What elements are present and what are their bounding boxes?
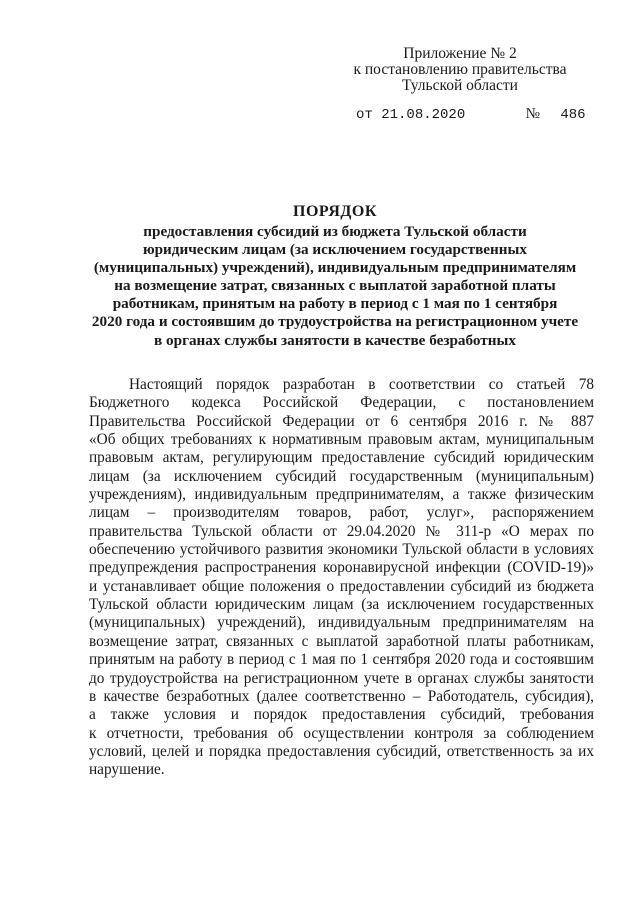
resolution-date-line [356, 106, 586, 123]
paragraph-line: лицам (за исключением субсидий государственным (муниципальным) [89, 467, 594, 485]
paragraph-line: до трудоустройства на регистрационном учете в органах службы занятости [89, 669, 594, 687]
subtitle-line: предоставления субсидий из бюджета Тульской области [143, 223, 527, 240]
subtitle-line: юридическим лицам (за исключением государственных [142, 241, 527, 259]
subtitle-line: работникам, принятым на работу в период с 1 мая по 1 сентября [112, 295, 558, 313]
paragraph-line: предупреждения распространения коронавирусной инфекции (COVID-19)» [89, 559, 594, 577]
appendix-header [330, 46, 590, 94]
document-title-block [70, 203, 600, 350]
paragraph-line: нарушение. [89, 761, 165, 779]
paragraph-line: условий, целей и порядка предоставления субсидий, ответственность за их [89, 742, 594, 760]
paragraph-line: Правительства Российской Федерации от 6 сентября 2016 г. № 887 [89, 412, 594, 430]
document-subtitle [70, 223, 600, 350]
paragraph-line: обеспечению устойчивого развития экономики Тульской области в условиях [89, 541, 594, 559]
paragraph-line: «Об общих требованиях к нормативным правовым актам, муниципальным [89, 431, 594, 449]
paragraph-line: а также условия и порядок предоставления субсидий, требования [89, 706, 594, 724]
appendix-number: Приложение № 2 [403, 45, 517, 62]
date-prefix: от [356, 107, 373, 123]
paragraph-line: и устанавливает общие положения о предоставлении субсидий из бюджета [89, 577, 594, 595]
paragraph-line: учреждениям), индивидуальным предпринимателям, а также физическим [89, 486, 594, 504]
paragraph-line: лицам – производителям товаров, работ, услуг», распоряжением [89, 504, 594, 522]
paragraph-line: к отчетности, требования об осуществлении контроля за соблюдением [89, 724, 594, 742]
paragraph-line: принятым на работу в период с 1 мая по 1 сентября 2020 года и состоявшим [89, 651, 594, 669]
paragraph-line: Бюджетного кодекса Российской Федерации, с постановлением [89, 394, 594, 412]
resolution-date: 21.08.2020 [381, 107, 466, 123]
resolution-number: 486 [560, 107, 586, 123]
appendix-reference: к постановлению правительства [353, 61, 567, 78]
subtitle-line: 2020 года и состоявшим до трудоустройства на регистрационном учете [91, 313, 579, 331]
document-title: ПОРЯДОК [293, 203, 377, 220]
body-paragraph [89, 376, 594, 780]
subtitle-line: (муниципальных) учреждений), индивидуальным предпринимателям [93, 259, 577, 277]
number-label: № [525, 106, 540, 122]
subtitle-line: на возмещение затрат, связанных с выплатой заработной платы [114, 277, 556, 295]
paragraph-line: возмещение затрат, связанных с выплатой заработной платы работникам, [89, 632, 594, 650]
paragraph-line: Тульской области юридическим лицам (за исключением государственных [89, 596, 594, 614]
paragraph-line: Настоящий порядок разработан в соответствии со статьей 78 [129, 376, 594, 393]
paragraph-line: правовым актам, регулирующим предоставление субсидий юридическим [89, 449, 594, 467]
appendix-region: Тульской области [402, 77, 518, 94]
subtitle-line: в органах службы занятости в качестве безработных [154, 331, 516, 349]
paragraph-line: в качестве безработных (далее соответственно – Работодатель, субсидия), [89, 687, 594, 705]
paragraph-line: правительства Тульской области от 29.04.2020 № 311-р «О мерах по [89, 522, 594, 540]
paragraph-line: (муниципальных) учреждений), индивидуальным предпринимателям на [89, 614, 594, 632]
